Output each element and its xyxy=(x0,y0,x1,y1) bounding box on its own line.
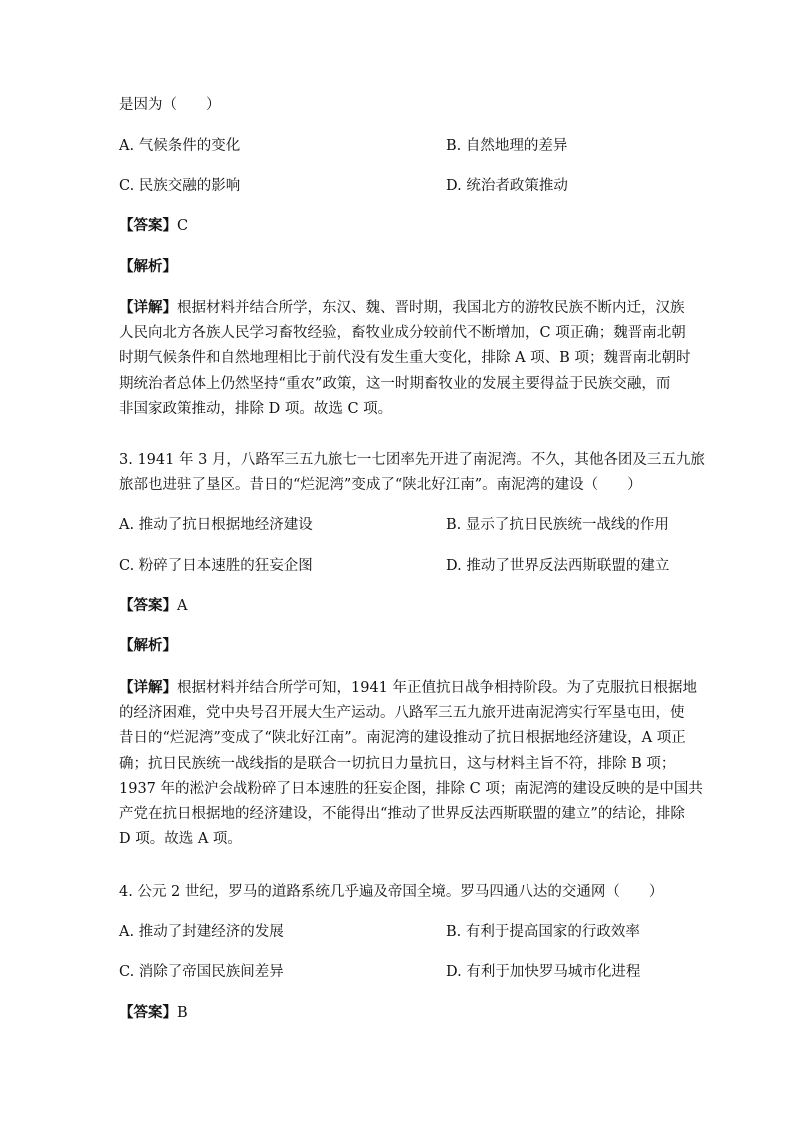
q4-option-b: B. 有利于提高国家的行政效率 xyxy=(446,924,640,940)
q4-option-a: A. 推动了封建经济的发展 xyxy=(119,924,284,940)
q2-answer-value: C xyxy=(177,218,189,234)
q2-option-c: C. 民族交融的影响 xyxy=(119,178,241,194)
q2-answer xyxy=(119,216,188,236)
q2-detail-tag: 【详解】 xyxy=(119,299,177,316)
q2-stem-tail: 是因为（ ） xyxy=(119,97,221,113)
q4-answer xyxy=(119,1003,188,1023)
q3-detail-line: D 项。故选 A 项。 xyxy=(119,831,242,848)
q3-detail xyxy=(119,675,703,852)
q2-detail-line: 【详解】根据材料并结合所学，东汉、魏、晋时期，我国北方的游牧民族不断内迁，汉族 xyxy=(119,299,685,316)
q3-detail-line: 1937 年的淞沪会战粉碎了日本速胜的狂妄企图，排除 C 项；南泥湾的建设反映的是中国共 xyxy=(119,780,703,797)
q4-answer-value: B xyxy=(177,1005,188,1021)
q3-stem xyxy=(119,448,705,498)
q3-detail-line: 昔日的“烂泥湾”变成了“陕北好江南”。南泥湾的建设推动了抗日根据地经济建设，A 项正 xyxy=(119,730,686,747)
q2-detail xyxy=(119,295,691,422)
q2-detail-line: 人民向北方各族人民学习畜牧经验，畜牧业成分较前代不断增加，C 项正确；魏晋南北朝 xyxy=(119,325,686,342)
q3-answer xyxy=(119,596,187,616)
q3-answer-tag: 【答案】 xyxy=(119,597,177,614)
q3-detail-tag: 【详解】 xyxy=(119,679,177,696)
q3-detail-line: 【详解】根据材料并结合所学可知，1941 年正值抗日战争相持阶段。为了克服抗日根据地 xyxy=(119,679,698,696)
q2-analysis-tag: 【解析】 xyxy=(119,258,177,275)
q3-detail-line: 的经济困难，党中央号召开展大生产运动。八路军三五九旅开进南泥湾实行军垦屯田，使 xyxy=(119,705,685,722)
q4-option-c: C. 消除了帝国民族间差异 xyxy=(119,964,284,980)
q2-detail-line: 期统治者总体上仍然坚持“重农”政策，这一时期畜牧业的发展主要得益于民族交融，而 xyxy=(119,375,671,392)
q3-detail-line: 确；抗日民族统一战线指的是联合一切抗日力量抗日，这与材料主旨不符，排除 B 项； xyxy=(119,755,676,772)
q3-analysis-tag: 【解析】 xyxy=(119,637,177,654)
q4-stem: 4. 公元 2 世纪，罗马的道路系统几乎遍及帝国全境。罗马四通八达的交通网（ ） xyxy=(119,884,664,900)
q4-answer-tag: 【答案】 xyxy=(119,1004,177,1021)
q3-stem-line: 3. 1941 年 3 月，八路军三五九旅七一七团率先开进了南泥湾。不久，其他各团及三五九旅 xyxy=(119,452,705,468)
q3-answer-value: A xyxy=(177,598,188,614)
q3-option-a: A. 推动了抗日根据地经济建设 xyxy=(119,517,313,533)
q4-option-d: D. 有利于加快罗马城市化进程 xyxy=(446,964,641,980)
q3-stem-line: 旅部也进驻了垦区。昔日的“烂泥湾”变成了“陕北好江南”。南泥湾的建设（ ） xyxy=(119,477,642,494)
q3-option-b: B. 显示了抗日民族统一战线的作用 xyxy=(446,517,669,533)
q2-option-d: D. 统治者政策推动 xyxy=(446,178,568,194)
q2-option-b: B. 自然地理的差异 xyxy=(446,138,568,154)
q3-detail-line: 产党在抗日根据地的经济建设，不能得出“推动了世界反法西斯联盟的建立”的结论，排除 xyxy=(119,806,685,823)
q2-detail-line: 时期气候条件和自然地理相比于前代没有发生重大变化，排除 A 项、B 项；魏晋南北朝时 xyxy=(119,350,691,367)
q2-detail-line: 非国家政策推动，排除 D 项。故选 C 项。 xyxy=(119,400,393,417)
q2-option-a: A. 气候条件的变化 xyxy=(119,138,241,154)
q3-option-d: D. 推动了世界反法西斯联盟的建立 xyxy=(446,558,670,574)
q3-option-c: C. 粉碎了日本速胜的狂妄企图 xyxy=(119,558,313,574)
q2-answer-tag: 【答案】 xyxy=(119,217,177,234)
